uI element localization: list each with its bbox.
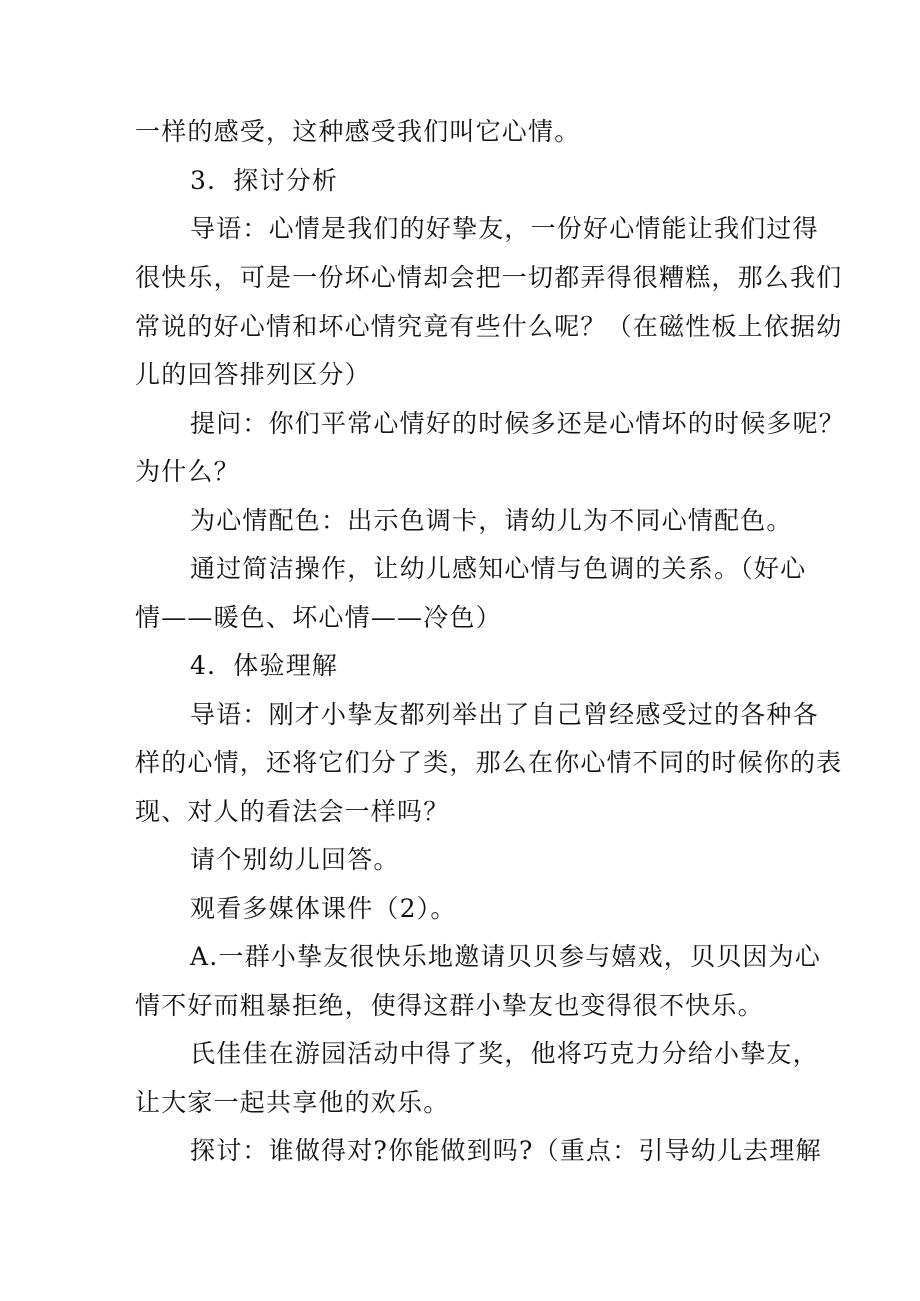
text-line: 请个别幼儿回答。 [190,845,400,874]
text-line: 现、对人的看法会一样吗？ [135,797,450,826]
text-line: 常说的好心情和坏心情究竟有些什么呢？（在磁性板上依据幼 [135,312,843,341]
text-line: 为心情配色：出示色调卡，请幼儿为不同心情配色。 [190,506,793,535]
text-line: 情不好而粗暴拒绝，使得这群小挚友也变得很不快乐。 [135,991,764,1020]
text-line: 为什么？ [135,457,240,486]
text-line: 一样的感受，这种感受我们叫它心情。 [135,117,581,146]
text-line: 情——暖色、坏心情——冷色） [135,603,502,632]
section-heading: 4．体验理解 [190,651,339,680]
text-line: 样的心情，还将它们分了类，那么在你心情不同的时候你的表 [135,748,843,777]
text-line: A.一群小挚友很快乐地邀请贝贝参与嬉戏，贝贝因为心 [190,942,822,971]
text-line: 导语：心情是我们的好挚友，一份好心情能让我们过得 [190,214,819,243]
text-line: 探讨：谁做得对?你能做到吗?（重点：引导幼儿去理解 [190,1136,822,1165]
text-line: 提问：你们平常心情好的时候多还是心情坏的时候多呢？ [190,409,846,438]
text-line: 导语：刚才小挚友都列举出了自己曾经感受过的各种各 [190,700,819,729]
text-line: 观看多媒体课件（2）。 [190,894,457,923]
text-line: 氏佳佳在游园活动中得了奖，他将巧克力分给小挚友， [190,1039,819,1068]
text-line: 儿的回答排列区分） [135,360,371,389]
text-line: 通过简洁操作，让幼儿感知心情与色调的关系。（好心 [190,554,807,583]
section-heading: 3．探讨分析 [190,166,339,195]
text-line: 很快乐，可是一份坏心情却会把一切都弄得很糟糕，那么我们 [135,263,843,292]
text-line: 让大家一起共享他的欢乐。 [135,1088,450,1117]
